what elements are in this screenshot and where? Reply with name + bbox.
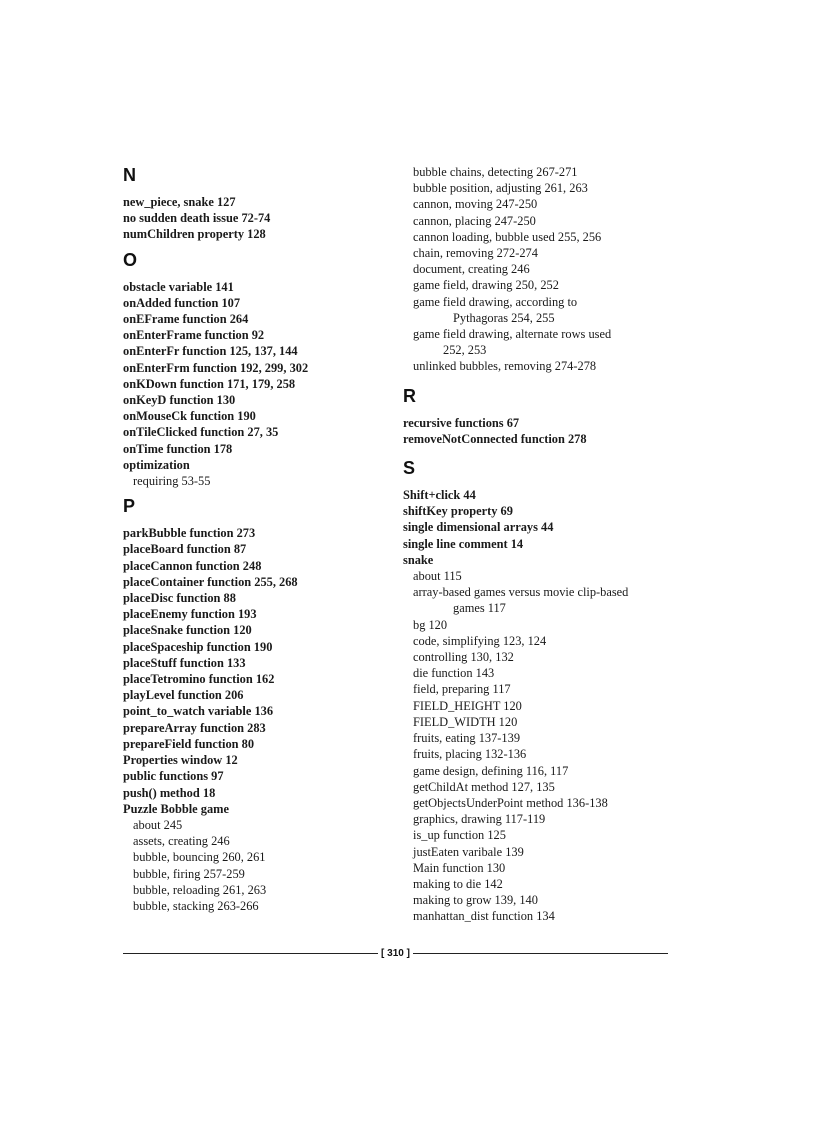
index-subentry: cannon loading, bubble used 255, 256 [413,229,602,244]
index-entry: placeEnemy function 193 [123,607,257,622]
wrap-line-2: games 117 [453,601,506,616]
index-subentry: making to die 142 [413,876,503,891]
section-letter-s: S [403,458,416,479]
wrap-line-2: 252, 253 [443,343,487,358]
index-subentry: game field, drawing 250, 252 [413,278,559,293]
index-subentry: justEaten varibale 139 [413,844,524,859]
index-subentry: bubble, bouncing 260, 261 [133,850,266,865]
index-entry: obstacle variable 141 [123,279,234,294]
section-letter-o: O [123,249,138,270]
index-entry: snake [403,552,434,567]
wrap-line-1: game field drawing, alternate rows used [413,327,612,342]
index-entry: numChildren property 128 [123,227,266,242]
index-subentry: cannon, placing 247-250 [413,213,536,228]
index-subentry: code, simplifying 123, 124 [413,633,547,648]
page-footer [123,944,668,962]
index-subentry: making to grow 139, 140 [413,893,538,908]
index-subentry: bubble, stacking 263-266 [133,898,259,913]
section-letter-p: P [123,496,136,517]
index-entry: single line comment 14 [403,536,524,551]
index-subentry: about 245 [133,817,183,832]
wrap-line-1: array-based games versus movie clip-based [413,585,629,600]
index-entry: parkBubble function 273 [123,526,256,541]
right-column [403,164,673,925]
index-subentry: requiring 53-55 [133,474,211,489]
index-subentry: bubble, firing 257-259 [133,866,245,881]
index-entry: push() method 18 [123,785,216,800]
index-entry: placeStuff function 133 [123,655,246,670]
index-entry: placeTetromino function 162 [123,672,275,687]
index-entry: onEnterFrame function 92 [123,328,265,343]
index-subentry: fruits, placing 132-136 [413,747,527,762]
index-subentry: getChildAt method 127, 135 [413,779,555,794]
index-subentry: graphics, drawing 117-119 [413,812,546,827]
index-entry: Puzzle Bobble game [123,801,229,816]
index-entry: public functions 97 [123,769,224,784]
wrap-line-2: Pythagoras 254, 255 [453,310,555,325]
index-entry: Shift+click 44 [403,488,476,503]
index-subentry: bubble, reloading 261, 263 [133,882,267,897]
index-entry: single dimensional arrays 44 [403,520,554,535]
index-entry: placeSnake function 120 [123,623,252,638]
index-subentry: controlling 130, 132 [413,650,514,665]
index-entry: onKeyD function 130 [123,393,236,408]
entries-r [403,415,673,447]
index-entry: placeBoard function 87 [123,542,247,557]
index-entry: onEFrame function 264 [123,312,249,327]
entries-o-sub [123,473,373,489]
index-entry: removeNotConnected function 278 [403,431,587,446]
entries-n [123,194,373,243]
index-subentry: unlinked bubbles, removing 274-278 [413,359,597,374]
footer-rule-right [413,953,668,954]
index-entry: point_to_watch variable 136 [123,704,274,719]
index-entry: Properties window 12 [123,753,238,768]
index-entry: placeContainer function 255, 268 [123,574,298,589]
section-letter-n: N [123,165,136,185]
index-subentry: bubble chains, detecting 267-271 [413,165,578,179]
index-subentry-wrap [403,294,673,326]
entries-s-sub [403,617,673,925]
index-subentry: document, creating 246 [413,262,530,277]
entries-p-sub [123,817,373,914]
index-entry: onTileClicked function 27, 35 [123,425,279,440]
index-subentry: chain, removing 272-274 [413,246,538,261]
index-entry: placeCannon function 248 [123,558,262,573]
index-entry: playLevel function 206 [123,688,244,703]
index-subentry: about 115 [413,569,462,584]
index-subentry: field, preparing 117 [413,682,511,697]
index-subentry: bg 120 [413,617,448,632]
index-subentry: fruits, eating 137-139 [413,731,521,746]
wrap-line-1: game field drawing, according to [413,294,578,309]
index-entry: new_piece, snake 127 [123,195,236,209]
index-entry: no sudden death issue 72-74 [123,211,271,226]
index-entry: onMouseCk function 190 [123,409,256,424]
index-entry: onKDown function 171, 179, 258 [123,376,296,391]
entries-p [123,525,373,817]
index-subentry: is_up function 125 [413,828,506,843]
index-subentry: Main function 130 [413,860,506,875]
entries-s [403,487,673,568]
index-entry: recursive functions 67 [403,415,520,430]
index-subentry: game design, defining 116, 117 [413,763,569,778]
index-subentry: FIELD_HEIGHT 120 [413,698,522,713]
index-subentry-wrap [403,326,673,358]
entries-o [123,279,373,473]
index-entry: onTime function 178 [123,441,233,456]
index-entry: placeDisc function 88 [123,591,236,606]
section-letter-r: R [403,385,416,406]
index-subentry: cannon, moving 247-250 [413,197,538,212]
index-entry: onEnterFrm function 192, 299, 302 [123,360,309,375]
index-subentry: getObjectsUnderPoint method 136-138 [413,795,608,810]
index-entry: prepareField function 80 [123,736,255,751]
index-subentry: assets, creating 246 [133,834,230,849]
index-subentry: die function 143 [413,666,495,681]
index-subentry-wrap [403,584,673,616]
page-number: [ 310 ] [381,947,410,959]
index-entry: shiftKey property 69 [403,504,513,519]
index-entry: onEnterFr function 125, 137, 144 [123,344,298,359]
left-column [123,164,373,914]
index-entry: optimization [123,457,190,472]
index-subentry: FIELD_WIDTH 120 [413,714,518,729]
index-entry: prepareArray function 283 [123,720,266,735]
index-subentry: bubble position, adjusting 261, 263 [413,181,588,196]
footer-rule-left [123,953,378,954]
entries-puzzle-cont [403,164,673,294]
index-entry: onAdded function 107 [123,295,241,310]
index-subentry: manhattan_dist function 134 [413,909,555,924]
index-entry: placeSpaceship function 190 [123,639,273,654]
